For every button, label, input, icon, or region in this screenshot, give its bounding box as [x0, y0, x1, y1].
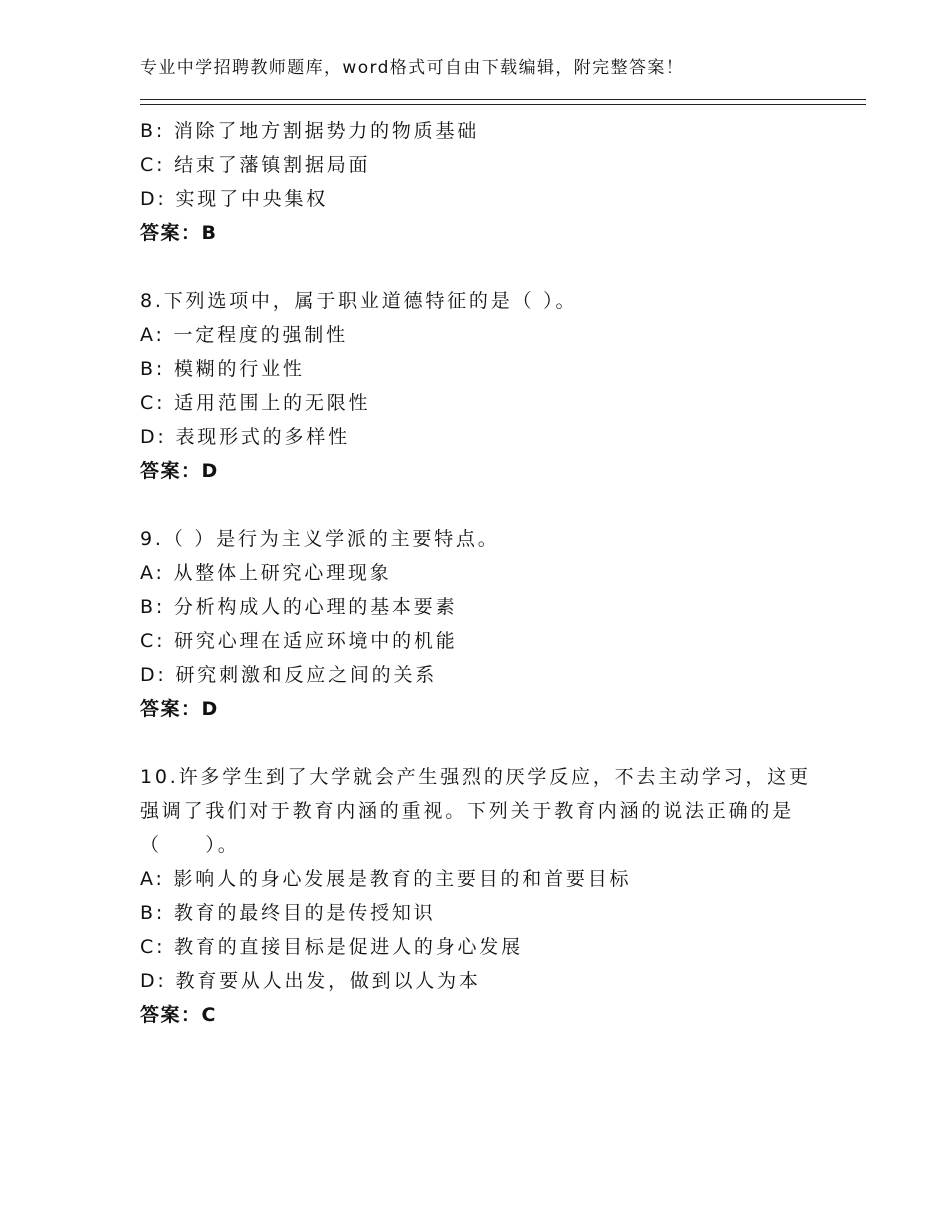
question-7-tail [140, 114, 830, 250]
document-body [140, 114, 830, 1032]
option-a: A: 从整体上研究心理现象 [140, 562, 392, 584]
question-10 [140, 760, 830, 1032]
question-stem: 10.许多学生到了大学就会产生强烈的厌学反应，不去主动学习，这更强调了我们对于教育内涵的重视。下列关于教育内涵的说法正确的是（ ）。 [140, 766, 811, 856]
option-b: B: 分析构成人的心理的基本要素 [140, 596, 458, 618]
header-divider-bottom [140, 104, 866, 105]
header-divider-top [140, 99, 866, 100]
answer: 答案：C [140, 1004, 217, 1026]
answer: 答案：D [140, 460, 219, 482]
option-a: A: 影响人的身心发展是教育的主要目的和首要目标 [140, 868, 632, 890]
option-d: D: 表现形式的多样性 [140, 426, 350, 448]
option-d: D: 研究刺激和反应之间的关系 [140, 664, 438, 686]
question-stem: 9.（ ）是行为主义学派的主要特点。 [140, 528, 500, 550]
option-b: B: 模糊的行业性 [140, 358, 305, 380]
option-b: B: 消除了地方割据势力的物质基础 [140, 120, 480, 142]
option-b: B: 教育的最终目的是传授知识 [140, 902, 436, 924]
page-header: 专业中学招聘教师题库，word格式可自由下载编辑，附完整答案！ [140, 58, 685, 78]
option-c: C: 教育的直接目标是促进人的身心发展 [140, 936, 523, 958]
answer: 答案：B [140, 222, 218, 244]
question-9 [140, 522, 830, 726]
answer: 答案：D [140, 698, 219, 720]
option-c: C: 适用范围上的无限性 [140, 392, 371, 414]
question-8 [140, 284, 830, 488]
question-stem: 8.下列选项中，属于职业道德特征的是（ ）。 [140, 290, 578, 312]
option-d: D: 教育要从人出发，做到以人为本 [140, 970, 481, 992]
option-a: A: 一定程度的强制性 [140, 324, 348, 346]
option-d: D: 实现了中央集权 [140, 188, 329, 210]
option-c: C: 研究心理在适应环境中的机能 [140, 630, 458, 652]
option-c: C: 结束了藩镇割据局面 [140, 154, 371, 176]
